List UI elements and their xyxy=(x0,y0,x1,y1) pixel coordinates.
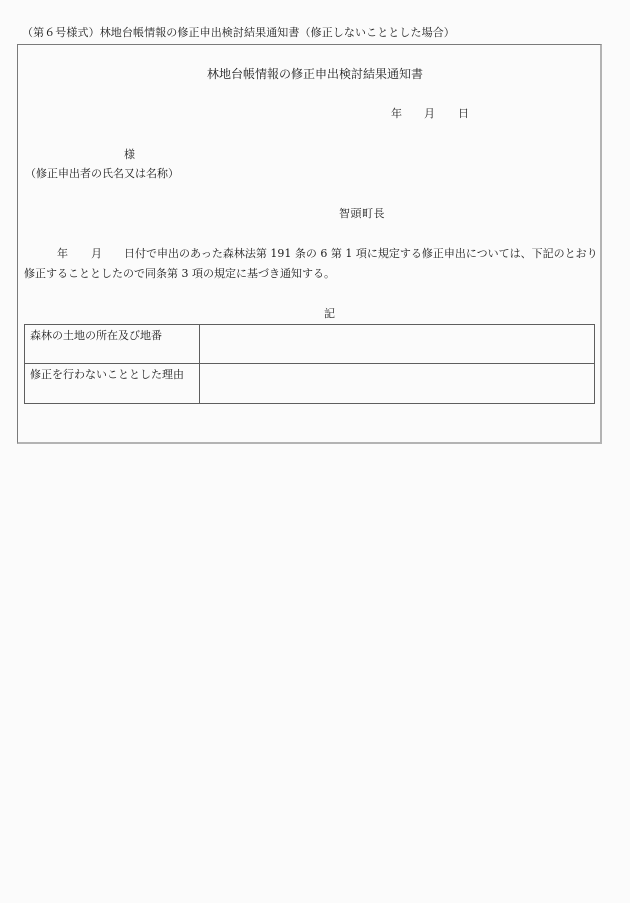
form-number-header: （第６号様式）林地台帳情報の修正申出検討結果通知書（修正しないこととした場合） xyxy=(22,26,455,39)
document-title-text: 林地台帳情報の修正申出検討結果通知書 xyxy=(206,67,423,81)
addressee-note: （修正申出者の氏名又は名称） xyxy=(25,167,179,180)
date-month-label: 月 xyxy=(424,107,435,120)
location-label-cell: 森林の土地の所在及び地番 xyxy=(25,325,200,364)
issuer-name: 智頭町長 xyxy=(339,207,385,220)
body-year-label: 年 xyxy=(57,247,68,260)
body-paragraph-line-2: 修正することとしたので同条第 3 項の規定に基づき通知する。 xyxy=(24,267,335,280)
document-title xyxy=(0,67,630,81)
reason-value-cell[interactable] xyxy=(200,364,595,404)
reason-label-cell: 修正を行わないこととした理由 xyxy=(25,364,200,404)
location-value-cell[interactable] xyxy=(200,325,595,364)
date-day-label: 日 xyxy=(458,107,469,120)
addressee-honorific: 様 xyxy=(124,148,135,161)
detail-table xyxy=(24,324,595,404)
date-year-label: 年 xyxy=(391,107,402,120)
ki-heading: 記 xyxy=(324,307,335,320)
body-month-label: 月 xyxy=(91,247,102,260)
body-text-1: 日付で申出のあった森林法第 191 条の 6 第 1 項に規定する修正申出については、下記のとおり xyxy=(124,247,598,260)
body-paragraph-line-1 xyxy=(57,247,598,261)
table-row-reason xyxy=(25,364,595,404)
table-row-location xyxy=(25,325,595,364)
